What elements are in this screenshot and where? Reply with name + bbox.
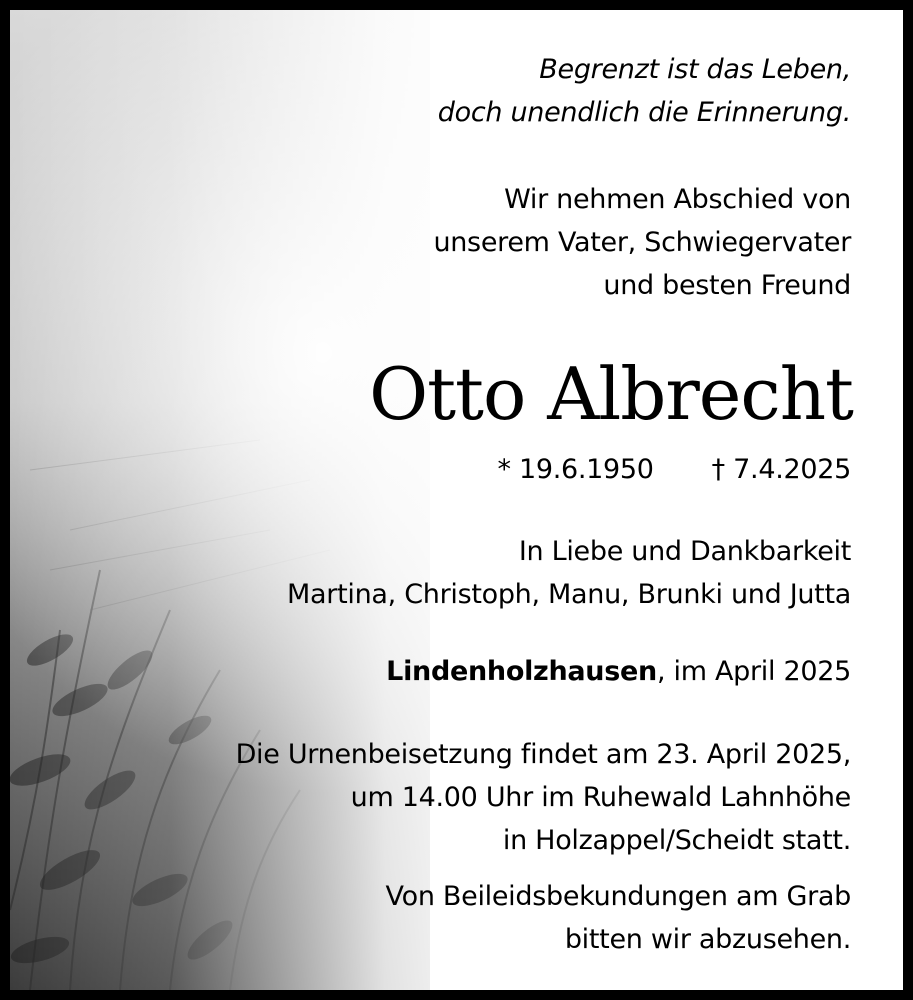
birth-date: * 19.6.1950 xyxy=(497,454,654,485)
life-dates xyxy=(190,448,851,491)
intro-line: Wir nehmen Abschied von xyxy=(504,184,851,215)
family-names: Martina, Christoph, Manu, Brunki und Jutta xyxy=(287,579,851,610)
condolence-line: bitten wir abzusehen. xyxy=(564,924,851,955)
place-town: Lindenholzhausen xyxy=(386,656,657,687)
intro-text xyxy=(190,178,851,307)
death-date: † 7.4.2025 xyxy=(711,454,851,485)
place-date: , im April 2025 xyxy=(656,656,851,687)
deceased-name: Otto Albrecht xyxy=(369,352,853,436)
funeral-line: Die Urnenbeisetzung findet am 23. April 2025, xyxy=(235,739,851,770)
funeral-info xyxy=(190,733,851,862)
condolence-note xyxy=(190,875,851,961)
family-signature xyxy=(190,530,851,616)
quote-line: Begrenzt ist das Leben, xyxy=(539,54,851,85)
intro-line: und besten Freund xyxy=(603,270,851,301)
condolence-line: Von Beileidsbekundungen am Grab xyxy=(385,881,851,912)
quote xyxy=(190,48,851,134)
funeral-line: in Holzappel/Scheidt statt. xyxy=(502,825,851,856)
family-line: In Liebe und Dankbarkeit xyxy=(518,536,851,567)
funeral-line: um 14.00 Uhr im Ruhewald Lahnhöhe xyxy=(350,782,851,813)
place-and-date xyxy=(190,650,851,693)
intro-line: unserem Vater, Schwiegervater xyxy=(433,227,851,258)
quote-line: doch unendlich die Erinnerung. xyxy=(437,97,851,128)
